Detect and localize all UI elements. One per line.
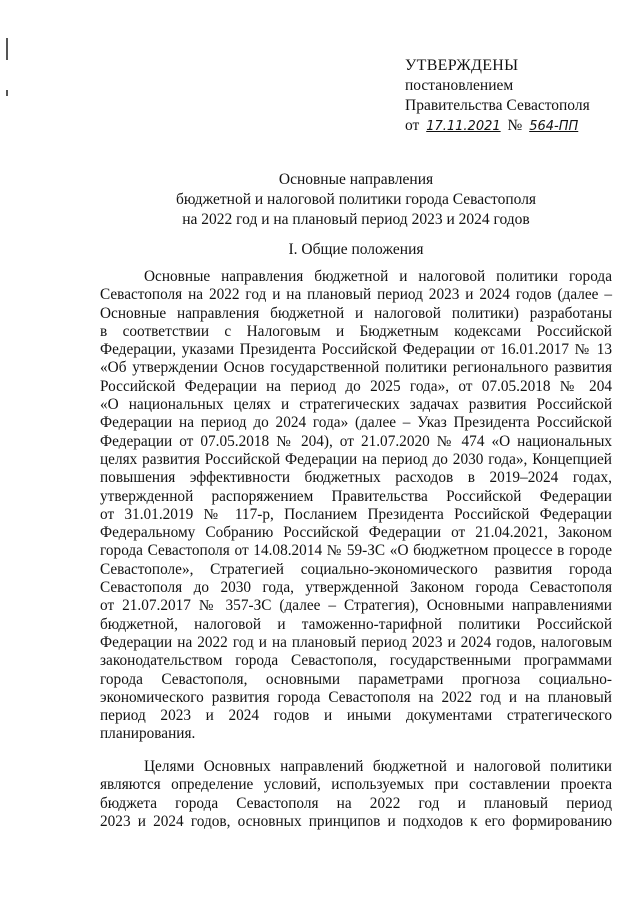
text-line: законодательством города Севастополя, государственными программами	[100, 652, 612, 670]
text-line: планирования.	[100, 725, 196, 743]
text-line: Федерации на период до 2024 года» (далее – Указ Президента Российской	[100, 414, 612, 432]
approval-number-label: №	[507, 117, 523, 134]
text-line: утвержденной распоряжением Правительства Российской Федерации	[100, 487, 612, 505]
text-line: Основные направления бюджетной и налоговой политики города	[144, 268, 612, 285]
text-line: в соответствии с Налоговым и Бюджетным кодексами Российской	[100, 322, 612, 340]
paragraph-1	[100, 268, 612, 744]
text-line: период 2023 и 2024 годов и иными документами стратегического	[100, 707, 612, 725]
text-line: от 31.01.2019 № 117-р, Посланием Президента Российской Федерации	[100, 505, 612, 523]
title-line: на 2022 год и на плановый период 2023 и 2024 годов	[182, 211, 530, 228]
title-line: бюджетной и налоговой политики города Севастополя	[175, 191, 537, 208]
text-line: Севастополе», Стратегией социально-экономического развития города	[100, 560, 612, 578]
scan-margin-mark	[6, 90, 8, 96]
approval-line: постановлением	[405, 77, 514, 94]
text-line: Севастополя до 2030 года, утвержденной Законом города Севастополя	[100, 579, 612, 597]
text-line: «О национальных целях и стратегических задачах развития Российской	[100, 396, 612, 414]
handwritten-date: 17.11.2021	[426, 119, 501, 134]
approval-block	[405, 56, 630, 137]
text-line: являются определение условий, используемых при составлении проекта	[100, 776, 612, 794]
text-line: бюджетной, налоговой и таможенно-тарифной политики Российской	[100, 615, 612, 633]
text-line: Федеральному Собранию Российской Федерации от 21.04.2021, Законом	[100, 524, 612, 542]
text-line: Российской Федерации на период до 2025 года», от 07.05.2018 № 204	[100, 377, 612, 395]
text-line: экономического развития города Севастополя на 2022 год и на плановый	[100, 688, 612, 706]
text-line: «Об утверждении Основ государственной политики регионального развития	[100, 359, 612, 377]
text-line: Севастополя на 2022 год и на плановый период 2023 и 2024 годов (далее –	[100, 286, 612, 304]
section-heading: I. Общие положения	[288, 241, 424, 258]
text-line: бюджета города Севастополя на 2022 год и плановый период	[100, 794, 612, 812]
approval-date-line	[405, 116, 630, 137]
text-line: города Севастополя, основными параметрами прогноза социально-	[100, 670, 612, 688]
text-line: города Севастополя от 14.08.2014 № 59-ЗС «О бюджетном процессе в городе	[100, 542, 612, 560]
text-line: Основные направления бюджетной и налоговой политики) разработаны	[100, 304, 612, 322]
paragraph-2	[100, 758, 612, 831]
text-line: от 21.07.2017 № 357-ЗС (далее – Стратегия), Основными направлениями	[100, 597, 612, 615]
text-line: Федерации на 2022 год и на плановый период 2023 и 2024 годов, налоговым	[100, 633, 612, 651]
text-line: Федерации, указами Президента Российской Федерации от 16.01.2017 № 13	[100, 341, 612, 359]
handwritten-number: 564-ПП	[529, 119, 579, 134]
text-line: целях развития Российской Федерации на период до 2030 года», Концепцией	[100, 450, 612, 468]
title-line: Основные направления	[278, 171, 434, 188]
text-line: повышения эффективности бюджетных расходов в 2019–2024 годах,	[100, 469, 612, 487]
text-line: Федерации от 07.05.2018 № 204), от 21.07.2020 № 474 «О национальных	[100, 432, 612, 450]
scan-margin-mark	[6, 38, 8, 60]
approval-line: Правительства Севастополя	[405, 97, 590, 114]
approval-from-label: от	[405, 117, 420, 134]
document-title	[100, 170, 612, 230]
approval-heading: УТВЕРЖДЕНЫ	[405, 57, 519, 74]
text-line: 2023 и 2024 годов, основных принципов и подходов к его формированию	[100, 812, 612, 830]
text-line: Целями Основных направлений бюджетной и налоговой политики	[144, 758, 612, 775]
